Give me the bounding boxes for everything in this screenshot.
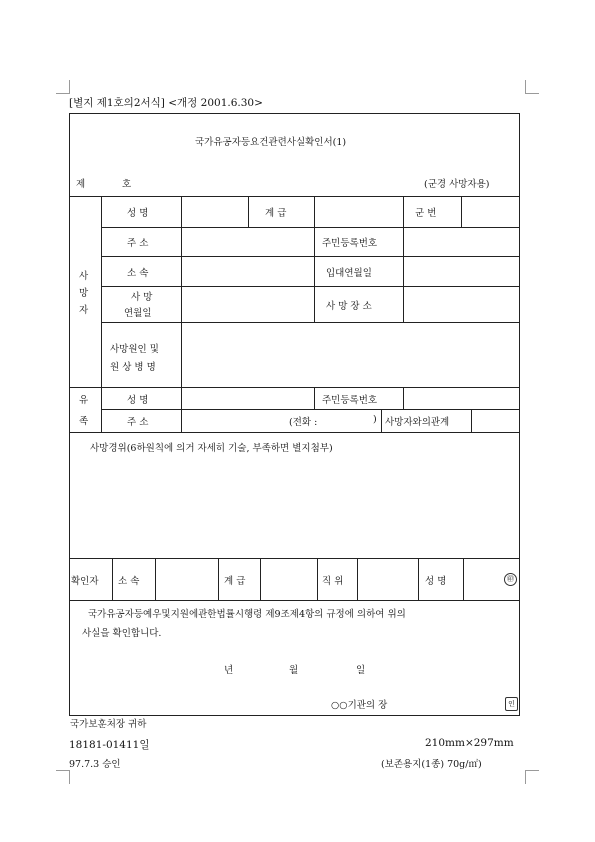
deceased-cause-label-1: 사망원인 및 [110, 344, 159, 355]
deceased-enlist-date-label: 입대연월일 [326, 268, 372, 279]
form-title: 국가유공자등요건관련사실확인서(1) [195, 137, 347, 148]
paper-type: (보존용지(1종) 70g/㎡) [381, 759, 482, 770]
deceased-death-place-label: 사 망 장 소 [326, 301, 372, 312]
deceased-affiliation-value[interactable] [182, 257, 314, 286]
deceased-section-label-1: 사 [79, 271, 89, 282]
family-address-label: 주 소 [127, 417, 149, 428]
deceased-service-no-label: 군 번 [415, 208, 437, 219]
deceased-rank-value[interactable] [315, 197, 403, 227]
deceased-death-date-label-1: 사 망 [131, 292, 153, 303]
crop-mark-bottom-left [56, 770, 70, 784]
deceased-death-date-label-2: 연월일 [124, 308, 152, 319]
family-phone-open: (전화 : [289, 417, 318, 428]
confirmer-label: 확인자 [71, 576, 99, 587]
deceased-section-label-2: 망 [79, 288, 89, 299]
number-label: 제 [76, 179, 86, 190]
confirmer-seal-icon: ㊞ [504, 573, 517, 586]
confirmer-position-label: 직 위 [322, 576, 344, 587]
date-day-label: 일 [356, 665, 366, 676]
paper-size: 210mm×297mm [425, 737, 514, 749]
deceased-rank-label: 계 급 [265, 208, 287, 219]
deceased-address-value[interactable] [182, 228, 314, 256]
family-resident-no-value[interactable] [404, 388, 519, 409]
deceased-resident-no-value[interactable] [404, 228, 519, 256]
family-relation-value[interactable] [472, 410, 519, 432]
deceased-name-label: 성 명 [127, 208, 149, 219]
crop-mark-top-left [56, 80, 70, 94]
circumstances-text-area[interactable] [70, 456, 519, 557]
date-year-label: 년 [224, 665, 234, 676]
statement-line-1: 국가유공자등예우및지원에관한법률시행령 제9조제4항의 규정에 의하여 위의 [88, 609, 406, 620]
family-name-value[interactable] [182, 388, 314, 409]
family-phone-close: ) [373, 414, 377, 425]
deceased-cause-label-2: 원 상 병 명 [110, 362, 156, 373]
circumstances-label: 사망경위(6하원칙에 의거 자세히 기술, 부족하면 별지첨부) [90, 443, 333, 454]
deceased-name-value[interactable] [182, 197, 248, 227]
family-section-label-1: 유 [79, 395, 89, 406]
confirmer-affiliation-value[interactable] [156, 559, 218, 600]
statement-line-2: 사실을 확인합니다. [82, 628, 162, 639]
issuer-seal-icon: 인 [505, 697, 518, 711]
deceased-address-label: 주 소 [127, 238, 149, 249]
deceased-death-place-value[interactable] [404, 287, 519, 322]
deceased-resident-no-label: 주민등록번호 [322, 238, 378, 249]
number-suffix: 호 [122, 179, 132, 190]
family-relation-label: 사망자와의관계 [385, 417, 450, 428]
approval-date: 97.7.3 승인 [69, 759, 121, 770]
deceased-death-date-value[interactable] [182, 287, 314, 322]
deceased-affiliation-label: 소 속 [127, 268, 149, 279]
form-code: 18181-01411일 [69, 739, 150, 751]
usage-note: (군경 사망자용) [424, 179, 490, 190]
date-month-label: 월 [289, 665, 299, 676]
crop-mark-bottom-right [525, 770, 539, 784]
family-resident-no-label: 주민등록번호 [322, 395, 378, 406]
family-section-label-2: 족 [79, 416, 89, 427]
family-name-label: 성 명 [127, 395, 149, 406]
confirmer-rank-label: 계 급 [224, 576, 246, 587]
deceased-enlist-date-value[interactable] [404, 257, 519, 286]
deceased-cause-value[interactable] [182, 323, 519, 387]
form-header-label: [별지 제1호의2서식] <개정 2001.6.30> [69, 97, 263, 109]
recipient-label: 국가보훈처장 귀하 [70, 719, 147, 730]
issuer-label: ○○기관의 장 [331, 700, 388, 711]
deceased-section-label-3: 자 [79, 305, 89, 316]
crop-mark-top-right [525, 80, 539, 94]
confirmer-position-value[interactable] [358, 559, 418, 600]
confirmer-name-label: 성 명 [425, 576, 447, 587]
deceased-service-no-value[interactable] [462, 197, 519, 227]
confirmer-affiliation-label: 소 속 [118, 576, 140, 587]
confirmer-rank-value[interactable] [261, 559, 317, 600]
